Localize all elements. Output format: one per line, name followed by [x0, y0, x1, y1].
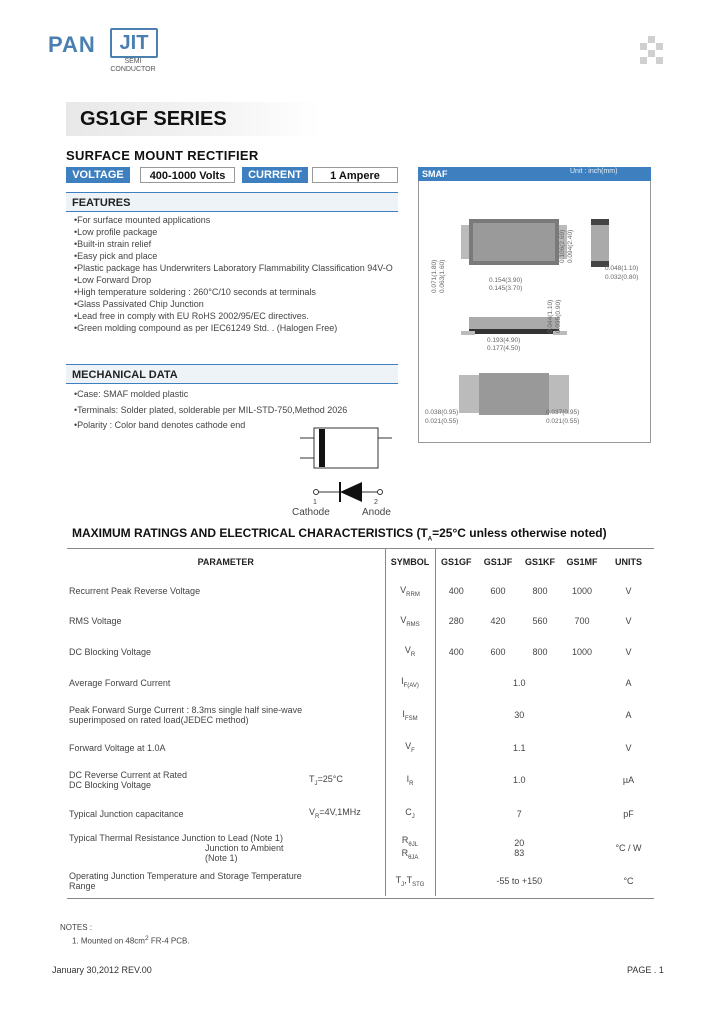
unit-cell: V: [625, 742, 632, 753]
row-symbol: [385, 667, 435, 698]
row-condition: [307, 830, 385, 866]
dim-2b: 0.094(2.40): [567, 229, 574, 263]
unit-cell: A: [625, 710, 632, 720]
condition-main: V: [309, 807, 316, 818]
column-header: UNITS: [615, 557, 642, 567]
value-span: 20: [514, 838, 525, 848]
value-cell: 420: [490, 616, 506, 626]
mechanical-item: • Polarity : Color band denotes cathode end: [72, 418, 402, 434]
row-condition: [307, 576, 385, 606]
row-condition: [307, 797, 385, 830]
notes: [60, 922, 190, 947]
pin1-label: 1: [313, 499, 317, 506]
table-row: [67, 636, 654, 667]
row-condition: [307, 698, 385, 732]
value-span-cell: [435, 667, 603, 698]
feature-item: • Easy pick and place: [72, 250, 402, 262]
table-row: [67, 763, 654, 797]
symbol-sub: FSM: [404, 715, 418, 722]
logo-sub-line1: SEMI: [124, 58, 142, 65]
symbol-sub2: STG: [412, 881, 425, 888]
dim-4: 0.154(3.90): [489, 277, 523, 284]
unit-cell: µA: [622, 775, 635, 785]
column-header: GS1MF: [566, 557, 598, 567]
column-header: SYMBOL: [385, 548, 435, 576]
value-cell: 280: [448, 616, 464, 626]
note-1-text: 1. Mounted on 48cm: [72, 936, 145, 946]
dim-8b: 0.021(0.55): [546, 418, 580, 425]
row-parameter: [67, 866, 307, 896]
table-row: [67, 866, 654, 896]
pin2-label: 2: [374, 499, 378, 506]
row-condition: [307, 763, 385, 797]
value-span-cell: [435, 763, 603, 797]
value-span: 30: [514, 710, 525, 720]
row-parameter: [67, 636, 307, 667]
condition-sub: R: [315, 813, 320, 820]
value-cell: 800: [532, 646, 548, 657]
symbol-tail: ,T: [404, 874, 413, 885]
ratings-heading-sub: A: [427, 536, 433, 543]
condition-tail: =25°C: [317, 773, 343, 784]
value-cell: 400: [448, 586, 464, 596]
row-parameter: [67, 732, 307, 763]
condition-sub: J: [314, 780, 318, 787]
row-parameter: [67, 797, 307, 830]
row-symbol: [385, 698, 435, 732]
current-label: CURRENT: [242, 167, 308, 183]
symbol-sub: R: [410, 651, 416, 658]
package-heading: SMAF: [418, 167, 651, 181]
column-header: GS1GF: [440, 557, 472, 567]
footer-page: PAGE . 1: [627, 965, 664, 975]
feature-item: • Plastic package has Underwriters Laboratory Flammability Classification 94V-O: [72, 262, 402, 274]
row-parameter-text: Forward Voltage at 1.0A: [69, 742, 166, 753]
row-parameter-text2: DC Blocking Voltage: [69, 780, 152, 790]
diode-body-drawing: [300, 424, 395, 472]
ratings-heading: [72, 526, 607, 542]
feature-item: • Low profile package: [72, 226, 402, 238]
symbol-main: I: [406, 773, 410, 784]
row-condition: [307, 636, 385, 667]
symbol-sub: RMS: [406, 621, 420, 628]
value-span: 1.0: [512, 775, 526, 785]
table-row: [67, 698, 654, 732]
package-drawing-panel: [418, 181, 651, 443]
row-condition: [307, 866, 385, 896]
unit-cell: A: [625, 677, 632, 688]
current-value: 1 Ampere: [312, 167, 398, 183]
feature-item: • Built-in strain relief: [72, 238, 402, 250]
symbol-sub: F: [411, 747, 415, 754]
row-parameter-text2: superimposed on rated load(JEDEC method): [69, 715, 249, 725]
voltage-label: VOLTAGE: [66, 167, 130, 183]
row-condition: [307, 667, 385, 698]
dim-1: 0.071(1.80): [431, 259, 438, 293]
notes-heading: NOTES :: [60, 923, 93, 932]
dim-6: 0.193(4.90): [487, 337, 521, 344]
row-symbol: [385, 606, 435, 636]
symbol-main: C: [405, 807, 412, 818]
features-list: [72, 214, 402, 334]
row-condition: [307, 732, 385, 763]
value-cell: 1000: [571, 586, 593, 596]
symbol-sub: R: [409, 780, 414, 787]
row-parameter-text: DC Blocking Voltage: [69, 646, 152, 657]
dim-8: 0.037(0.95): [546, 409, 580, 416]
feature-item: • Low Forward Drop: [72, 274, 402, 286]
value-span2: 83: [514, 848, 525, 858]
note-1-tail: FR-4 PCB.: [148, 936, 190, 946]
row-symbol: [385, 866, 435, 896]
column-header: PARAMETER: [197, 557, 254, 567]
value-cell: 600: [490, 646, 506, 657]
feature-item: • For surface mounted applications: [72, 214, 402, 226]
ratings-heading-tail: =25°C unless otherwise noted): [432, 526, 607, 540]
row-parameter-text: Typical Thermal Resistance Junction to Lead (Note 1): [69, 833, 283, 843]
dim-3: 0.048(1.10): [605, 265, 639, 272]
mechanical-item: • Terminals: Solder plated, solderable per MIL-STD-750,Method 2026: [72, 403, 402, 419]
symbol-main: I: [401, 676, 404, 687]
value-cell: 1000: [571, 646, 593, 657]
row-symbol: [385, 797, 435, 830]
unit-cell: °C: [623, 876, 634, 886]
package-end-view: [589, 219, 613, 269]
row-parameter-text: Average Forward Current: [69, 677, 171, 688]
condition-tail: =4V,1MHz: [319, 807, 361, 818]
brand-logo-pan: PAN: [48, 32, 96, 57]
column-header: GS1JF: [483, 557, 513, 567]
row-parameter: [67, 606, 307, 636]
symbol-main: V: [400, 614, 407, 625]
note-1-sup: 2: [144, 935, 149, 942]
symbol-main: V: [404, 645, 411, 656]
table-row: [67, 732, 654, 763]
table-row: [67, 667, 654, 698]
dim-7: 0.038(0.95): [425, 409, 459, 416]
brand-logo-subtitle: [108, 58, 158, 74]
table-row: [67, 606, 654, 636]
table-row: [67, 797, 654, 830]
row-symbol: [385, 732, 435, 763]
note-1: [60, 933, 190, 947]
unit-cell: pF: [623, 808, 634, 819]
value-span: 1.0: [512, 677, 526, 688]
table-row: [67, 576, 654, 606]
value-cell: 800: [532, 586, 548, 596]
row-parameter: [67, 576, 307, 606]
table-bottom-rule: [67, 898, 654, 899]
symbol-sub: J: [411, 813, 415, 820]
unit-cell: °C / W: [615, 843, 642, 853]
row-parameter-text: Operating Junction Temperature and Storage Temperature Range: [69, 871, 302, 891]
table-header-row: [67, 548, 654, 576]
unit-cell: V: [625, 586, 632, 596]
symbol-main: R: [401, 835, 409, 846]
diode-symbol-icon: [310, 480, 390, 504]
value-span: -55 to +150: [496, 876, 543, 886]
dim-5b: 0.035(0.90): [555, 299, 562, 333]
voltage-value: 400-1000 Volts: [140, 167, 235, 183]
symbol2-sub: θJA: [408, 854, 419, 861]
decorative-squares: [636, 36, 666, 66]
row-parameter: [67, 667, 307, 698]
value-cell: 600: [490, 586, 506, 596]
symbol-main: T: [395, 874, 402, 885]
row-symbol: [385, 830, 435, 866]
row-parameter-text: RMS Voltage: [69, 616, 122, 626]
dim-7b: 0.021(0.55): [425, 418, 459, 425]
value-cell: 400: [448, 646, 464, 657]
features-heading: FEATURES: [66, 192, 398, 212]
row-parameter-text: Peak Forward Surge Current : 8.3ms single half sine-wave: [69, 705, 303, 715]
value-span-cell: [435, 698, 603, 732]
mechanical-heading: MECHANICAL DATA: [66, 364, 398, 384]
value-span-cell: [435, 732, 603, 763]
value-span: 7: [516, 808, 522, 819]
anode-label: Anode: [362, 507, 391, 518]
row-parameter-text2: Junction to Ambient (Note 1): [205, 843, 284, 863]
value-span: 1.1: [512, 742, 526, 753]
symbol-sub: θJL: [408, 842, 419, 848]
brand-logo-jit: JIT: [110, 28, 158, 58]
symbol-sub: RRM: [406, 591, 420, 598]
logo-sub-line2: CONDUCTOR: [110, 66, 156, 73]
row-parameter-text: Recurrent Peak Reverse Voltage: [69, 586, 201, 596]
symbol-main: V: [405, 741, 412, 752]
row-symbol: [385, 576, 435, 606]
page-title: GS1GF SERIES: [80, 108, 227, 130]
symbol-main: I: [402, 708, 405, 719]
unit-cell: V: [625, 646, 632, 657]
row-symbol: [385, 636, 435, 667]
ratings-table: [67, 548, 654, 896]
dim-5: 0.044(1.10): [547, 299, 554, 333]
row-condition: [307, 606, 385, 636]
row-parameter-text: Typical Junction capacitance: [69, 808, 184, 819]
feature-item: • High temperature soldering : 260°C/10 seconds at terminals: [72, 286, 402, 298]
row-symbol: [385, 763, 435, 797]
symbol2-main: R: [401, 848, 409, 858]
feature-item: • Lead free in comply with EU RoHS 2002/95/EC directives.: [72, 310, 402, 322]
dim-1b: 0.063(1.60): [439, 259, 446, 293]
mechanical-item: • Case: SMAF molded plastic: [72, 387, 402, 403]
symbol-main: V: [400, 584, 407, 595]
dim-2: 0.106(2.69): [559, 229, 566, 263]
dim-3b: 0.032(0.80): [605, 274, 639, 281]
value-span-cell: [435, 866, 603, 896]
column-header: GS1KF: [524, 557, 555, 567]
value-span-cell: [435, 830, 603, 866]
package-top-view: [459, 217, 569, 269]
unit-cell: V: [625, 616, 632, 626]
package-unit: Unit : inch(mm): [570, 168, 618, 175]
row-parameter: [67, 698, 307, 732]
row-parameter-text: DC Reverse Current at Rated: [69, 770, 188, 780]
row-parameter: [67, 763, 307, 797]
feature-item: • Glass Passivated Chip Junction: [72, 298, 402, 310]
dim-4b: 0.145(3.70): [489, 285, 523, 292]
cathode-label: Cathode: [292, 507, 330, 518]
row-parameter: [67, 830, 307, 866]
condition-main: T: [309, 773, 315, 784]
ratings-heading-main: MAXIMUM RATINGS AND ELECTRICAL CHARACTERISTICS (T: [72, 526, 428, 540]
feature-item: • Green molding compound as per IEC61249 Std. . (Halogen Free): [72, 322, 402, 334]
symbol-sub: F(AV): [403, 682, 419, 689]
table-row: [67, 830, 654, 866]
value-cell: 700: [574, 616, 590, 626]
symbol-sub: J: [401, 881, 405, 888]
value-cell: 560: [532, 616, 548, 626]
dim-6b: 0.177(4.50): [487, 345, 521, 352]
footer-date: January 30,2012 REV.00: [52, 965, 152, 975]
page-subtitle: SURFACE MOUNT RECTIFIER: [66, 148, 259, 163]
value-span-cell: [435, 797, 603, 830]
